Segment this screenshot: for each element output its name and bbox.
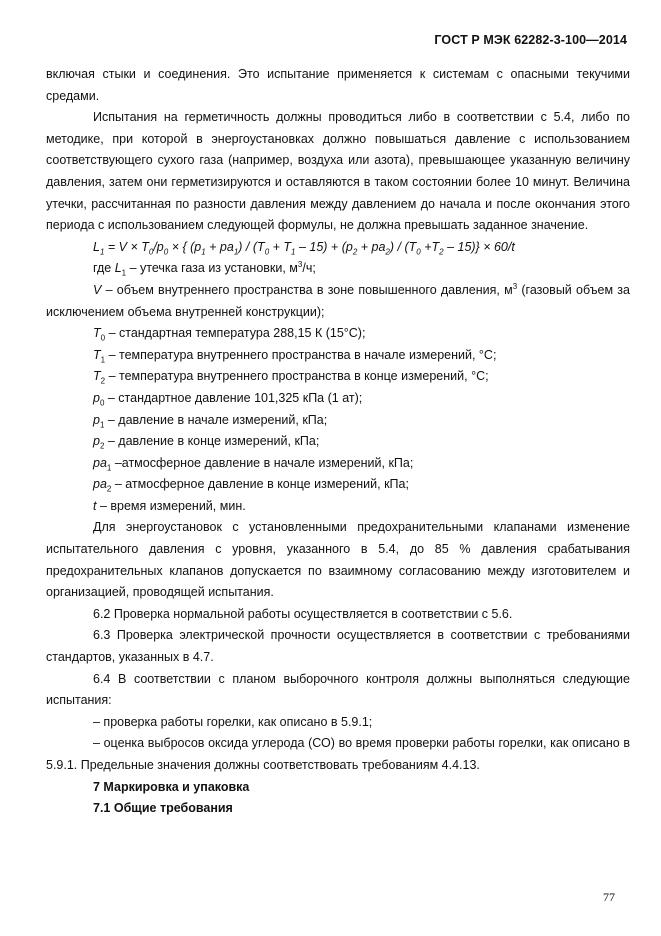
paragraph-6-2: 6.2 Проверка нормальной работы осуществляется в соответствии с 5.6. [93, 606, 513, 621]
definition-t2: $T_2$ – температура внутреннего пространства в конце измерений, °С; [93, 369, 489, 386]
definition-p0: $p_0$ – стандартное давление 101,325 кПа (1 ат); [93, 390, 363, 408]
definition-v: V – объем внутреннего пространства в зоне повышенного давления, $м^3$ (газовый объем за исключением объема внутренней конструкции); [46, 281, 630, 319]
definition-t0: $T_0$ – стандартная температура 288,15 К (15°С); [93, 326, 366, 343]
definition-p2: $p_2$ – давление в конце измерений, кПа; [93, 434, 320, 451]
paragraph-6-3: 6.3 Проверка электрической прочности осуществляется в соответствии с требованиями стандартов, указанных в 4.7. [46, 628, 630, 665]
paragraph-continuation: включая стыки и соединения. Это испытание применяется к системам с опасными текучими средами. [46, 67, 630, 103]
page-body [46, 64, 630, 820]
definition-l1: где $L_1$ – утечка газа из установки, $м^3/ч$; [93, 260, 316, 278]
section-heading-7-1: 7.1 Общие требования [93, 801, 233, 816]
page-number: 77 [603, 890, 615, 904]
paragraph-leak-test: Испытания на герметичность должны проводиться либо в соответствии с 5.4, либо по методике, при которой в энергоустановках должно повышаться давление с использованием соответствующего сухого газа (например, воздуха или азота), превышающее указанную величину давления, затем они герметизируются и оставляются в таком состоянии более 10 минут. Величина утечки, рассчитанная по разности давления между давлением до начала и после окончания этого периода с использованием следующей формулы, не должна превышать заданное значение. [46, 110, 630, 233]
paragraph-6-4: 6.4 В соответствии с планом выборочного контроля должны выполняться следующие испытания: [46, 671, 630, 708]
definition-t1: $T_1$ – температура внутреннего пространства в начале измерений, °С; [93, 347, 497, 365]
leak-formula: $L_1 = V \times T_0/p_0$ × { $(p_1 + pa_1) / (T_0 + T_1 - 15) + (p_2 + pa_2) / (T_0 +T_2 - 15)\} \times 60/t$ [93, 239, 515, 257]
definition-t: t – время измерений, мин. [93, 498, 246, 513]
document-header: ГОСТ Р МЭК 62282-3-100—2014 [434, 33, 627, 47]
paragraph-safety-valves: Для энергоустановок с установленными предохранительными клапанами изменение испытательного давления с уровня, указанного в 5.4, до 85 % давления срабатывания предохранительных клапанов допускается по взаимному согласованию между изготовителем и организацией, проводящей испытания. [46, 520, 630, 600]
definition-pa1: $pa_1$ –атмосферное давление в начале измерений, кПа; [93, 455, 414, 473]
definition-p1: $p_1$ – давление в начале измерений, кПа; [93, 412, 328, 429]
list-item-burner-check: – проверка работы горелки, как описано в 5.9.1; [93, 714, 373, 729]
list-item-co-emissions: – оценка выбросов оксида углерода (СО) во время проверки работы горелки, как описано в 5.9.1. Предельные значения должны соответствовать требованиям 4.4.13. [46, 736, 630, 772]
definition-pa2: $pa_2$ – атмосферное давление в конце измерений, кПа; [93, 477, 409, 494]
section-heading-7: 7 Маркировка и упаковка [93, 779, 250, 794]
